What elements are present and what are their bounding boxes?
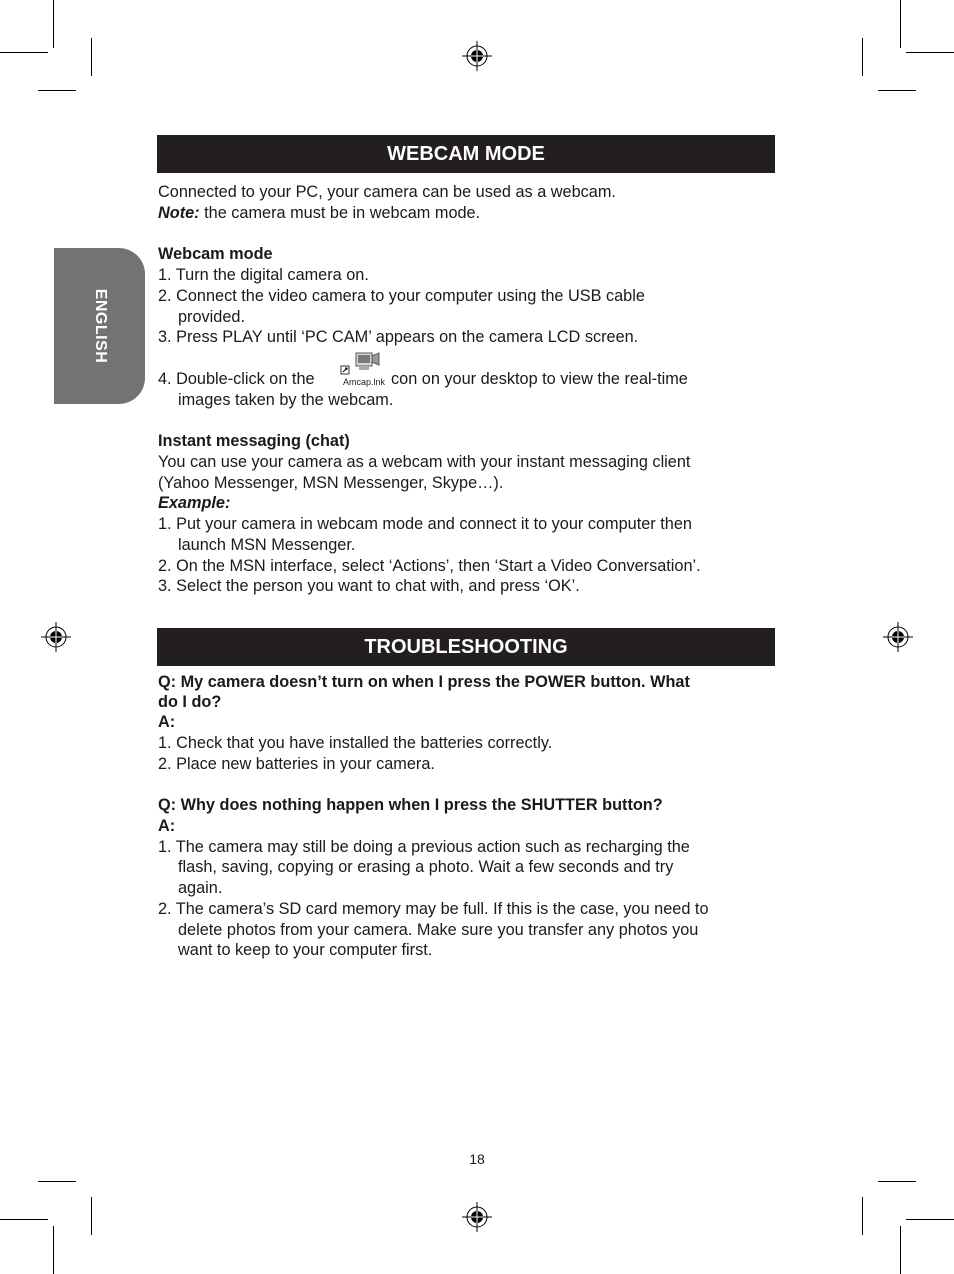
webcam-step-3: 3. Press PLAY until ‘PC CAM’ appears on the camera LCD screen. [158,328,639,346]
answer-2-item-1-cont: flash, saving, copying or erasing a photo. Wait a few seconds and try [178,858,674,876]
registration-mark-icon [462,41,492,71]
crop-mark [878,90,916,91]
crop-mark [38,90,76,91]
example-step-3: 3. Select the person you want to chat with, and press ‘OK’. [158,577,580,595]
instant-messaging-heading: Instant messaging (chat) [158,432,350,450]
example-step-1: 1. Put your camera in webcam mode and connect it to your computer then [158,515,692,533]
registration-mark-icon [462,1202,492,1232]
crop-mark [900,0,901,48]
crop-mark [53,0,54,48]
webcam-step-2: 2. Connect the video camera to your computer using the USB cable [158,287,645,305]
webcam-mode-subheading: Webcam mode [158,245,273,263]
question-1-cont: do I do? [158,693,222,711]
example-step-1-cont: launch MSN Messenger. [178,536,356,554]
answer-2-label: A: [158,817,176,835]
registration-mark-icon [883,622,913,652]
amcap-shortcut-icon [339,351,389,391]
answer-1-item-2: 2. Place new batteries in your camera. [158,755,435,773]
crop-mark [878,1181,916,1182]
page-number: 18 [469,1151,485,1167]
question-2: Q: Why does nothing happen when I press the SHUTTER button? [158,796,663,814]
question-1: Q: My camera doesn’t turn on when I press the POWER button. What [158,673,690,691]
webcam-step-2-cont: provided. [178,308,245,326]
registration-mark-icon [41,622,71,652]
webcam-step-4-post: con on your desktop to view the real-time [391,370,688,388]
crop-mark [906,1219,954,1220]
answer-2-item-2-cont: delete photos from your camera. Make sure you transfer any photos you [178,921,699,939]
crop-mark [38,1181,76,1182]
crop-mark [900,1226,901,1274]
language-tab-label: ENGLISH [92,288,109,364]
note-text: the camera must be in webcam mode. [199,204,481,222]
webcam-step-4-cont: images taken by the webcam. [178,391,394,409]
webcam-step-4-pre: 4. Double-click on the [158,370,315,388]
answer-2-item-2-cont: want to keep to your computer first. [178,941,433,959]
webcam-step-1: 1. Turn the digital camera on. [158,266,369,284]
answer-1-label: A: [158,713,176,731]
crop-mark [862,1197,863,1235]
webcam-note [158,203,480,223]
instant-messaging-text: You can use your camera as a webcam with your instant messaging client [158,453,691,471]
crop-mark [0,52,48,53]
amcap-shortcut-label: Amcap.lnk [342,377,386,387]
webcam-mode-heading: WEBCAM MODE [157,135,775,173]
crop-mark [53,1226,54,1274]
crop-mark [862,38,863,76]
answer-1-item-1: 1. Check that you have installed the batteries correctly. [158,734,553,752]
answer-2-item-1: 1. The camera may still be doing a previous action such as recharging the [158,838,690,856]
answer-2-item-1-cont: again. [178,879,223,897]
note-label: Note: [158,204,200,222]
crop-mark [906,52,954,53]
crop-mark [0,1219,48,1220]
instant-messaging-text-cont: (Yahoo Messenger, MSN Messenger, Skype…). [158,474,504,492]
example-label: Example: [158,494,231,512]
webcam-intro: Connected to your PC, your camera can be used as a webcam. [158,183,616,201]
crop-mark [91,38,92,76]
example-step-2: 2. On the MSN interface, select ‘Actions’, then ‘Start a Video Conversation’. [158,557,701,575]
answer-2-item-2: 2. The camera’s SD card memory may be full. If this is the case, you need to [158,900,709,918]
troubleshooting-heading: TROUBLESHOOTING [157,628,775,666]
crop-mark [91,1197,92,1235]
